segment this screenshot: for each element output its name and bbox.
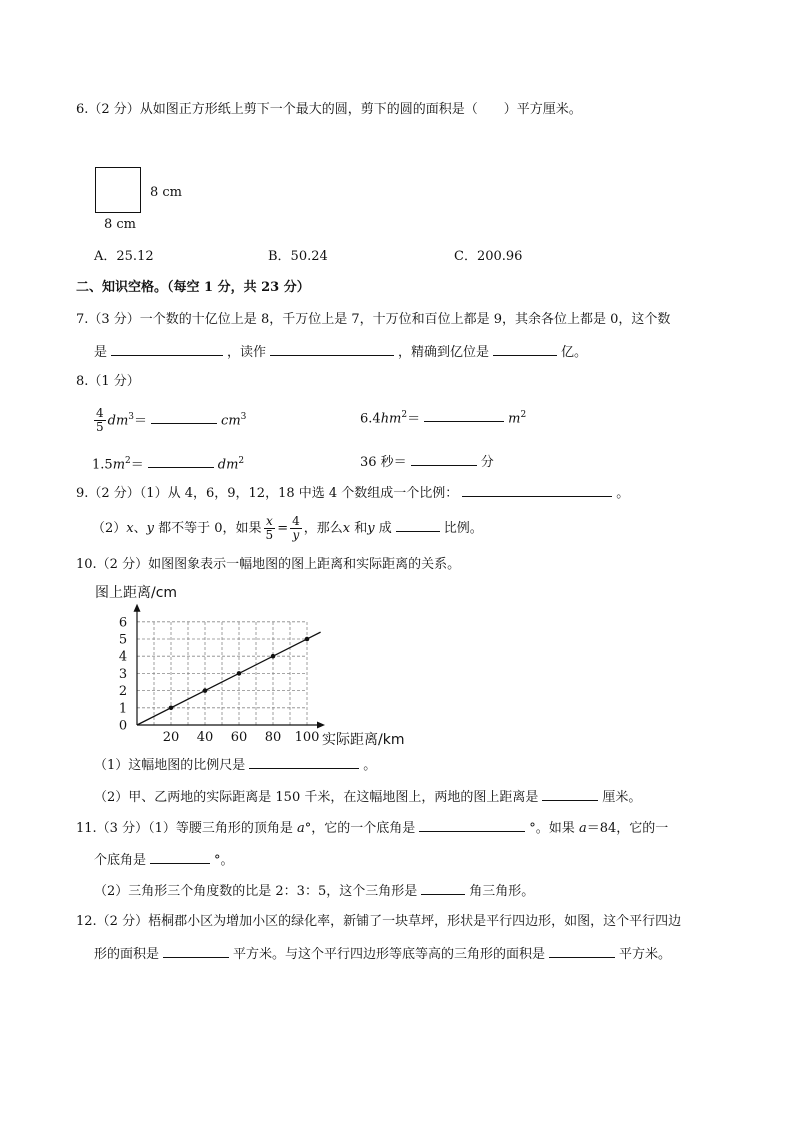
q10-sub2	[94, 787, 641, 807]
q10-blank-distance[interactable]	[542, 787, 598, 801]
q11-line2	[94, 850, 234, 870]
q11-blank-base-angle-value[interactable]	[150, 850, 210, 864]
q9-l2d: 和	[350, 521, 368, 536]
q12-l2b: 平方米。与这个平行四边形等底等高的三角形的面积是	[233, 947, 546, 962]
q8-d-unit: 分	[480, 455, 494, 470]
q8-a-eq: ＝	[134, 413, 148, 429]
q11-l2a: 个底角是	[94, 853, 147, 868]
q10-sub1-end: 。	[363, 758, 377, 773]
series-line	[137, 632, 321, 725]
q11-l3a: （2）三角形三个角度数的比是 2：3：5，这个三角形是	[94, 884, 418, 899]
q12-l2c: 平方米。	[619, 947, 672, 962]
data-point-3	[271, 654, 276, 659]
q7-text-d: 亿。	[561, 345, 588, 360]
q11-l1b: °，它的一个底角是	[304, 821, 416, 836]
q8-a-num: 4	[96, 406, 104, 421]
q10-blank-scale[interactable]	[249, 755, 359, 769]
y-tick-label-1: 1	[118, 701, 128, 717]
q12-line1: 12.（2 分）梧桐郡小区为增加小区的绿化率，新铺了一块草坪，形状是平行四边形，如图，这个平行四边	[76, 914, 682, 929]
q8-d-pre: 36 秒＝	[360, 455, 407, 470]
q11-line3	[94, 881, 534, 901]
q8-c-pre: 1.5	[92, 457, 113, 473]
x-tick-label-2: 60	[230, 730, 248, 745]
y-axis-arrow	[134, 604, 141, 612]
data-point-0	[169, 706, 174, 711]
q8-a-sup2: 3	[240, 412, 247, 422]
q11-l1c: °。如果	[529, 821, 575, 836]
q8-c-sup1: 2	[125, 456, 131, 466]
q9-l2a: （2）	[92, 521, 127, 536]
q6-option-a: A．25.12	[94, 249, 154, 264]
y-tick-label-0: 0	[118, 718, 128, 734]
y-tick-label-5: 5	[118, 632, 128, 648]
q7-text-a: 是	[94, 345, 108, 360]
q9-f1-den: 5	[265, 528, 274, 542]
data-point-1	[203, 688, 208, 693]
square-side-label-right: 8 cm	[150, 185, 183, 200]
section2-title: 二、知识空格。（每空 1 分，共 23 分）	[76, 280, 310, 295]
chart-xlabel: 实际距离/km	[322, 732, 405, 748]
q9-var-y2: y	[367, 521, 375, 536]
x-axis-arrow	[317, 722, 325, 729]
q8-b-unit1: hm	[380, 411, 402, 427]
q11-l2b: °。	[214, 853, 234, 868]
q8-c-eq: ＝	[130, 457, 144, 473]
data-point-2	[237, 671, 242, 676]
q9-l2c: ，那么	[303, 521, 343, 536]
data-point-4	[305, 637, 310, 642]
q11-l3b: 角三角形。	[469, 884, 535, 899]
chart-axes	[134, 604, 326, 729]
x-tick-label-3: 80	[264, 730, 282, 745]
q7-text-c: ，精确到亿位是	[398, 345, 490, 360]
q11-l1a: 11.（3 分）（1）等腰三角形的顶角是	[76, 821, 293, 836]
q11-var-a: a	[297, 821, 305, 836]
q9-line1-text: 9.（2 分）（1）从 4，6，9，12，18 中选 4 个数组成一个比例：	[76, 486, 459, 501]
q10-sub2-text: （2）甲、乙两地的实际距离是 150 千米，在这幅地图上，两地的图上距离是	[94, 790, 539, 805]
q10-sub1	[94, 755, 376, 775]
q11-blank-base-angle[interactable]	[419, 818, 525, 832]
q8-head: 8.（1 分）	[76, 374, 140, 389]
q8-b-unit2: m	[508, 411, 521, 427]
q9-f2-den: y	[292, 528, 300, 542]
q8-c-unit2: dm	[217, 457, 239, 473]
q7-text-b: ，读作	[227, 345, 267, 360]
q9-var-x2: x	[342, 521, 351, 536]
q9-f1-num: x	[265, 514, 273, 528]
q8-a-den: 5	[96, 420, 104, 435]
y-tick-label-3: 3	[118, 666, 128, 682]
q6-text: 6.（2 分）从如图正方形纸上剪下一个最大的圆，剪下的圆的面积是（ ）平方厘米。	[76, 102, 582, 117]
x-tick-label-1: 40	[196, 730, 214, 745]
q10-sub1-text: （1）这幅地图的比例尺是	[94, 758, 246, 773]
q8-b-sup1: 2	[401, 410, 408, 420]
q8-a-unit2: cm	[221, 413, 241, 429]
q9-f2-num: 4	[292, 514, 300, 528]
q8-c-unit1: m	[112, 457, 126, 473]
q9-l2e: 成	[374, 521, 392, 536]
q9-line1-end: 。	[616, 486, 630, 501]
y-tick-label-6: 6	[118, 615, 128, 631]
x-tick-label-0: 20	[162, 730, 180, 745]
q8-b-eq: ＝	[407, 411, 421, 427]
x-tick-label-4: 100	[294, 730, 320, 745]
q10-sub2-end: 厘米。	[602, 790, 642, 805]
q8-b-sup2: 2	[520, 410, 527, 420]
q9-l2f: 比例。	[443, 521, 483, 536]
q8-a-sup1: 3	[128, 412, 135, 422]
q12-blank-parallelogram-area[interactable]	[163, 944, 229, 958]
y-tick-label-2: 2	[118, 684, 128, 700]
q12-blank-triangle-area[interactable]	[549, 944, 615, 958]
q9-sep: 、	[133, 521, 147, 536]
q11-blank-triangle-type[interactable]	[421, 881, 465, 895]
q9-eq: =	[277, 521, 289, 536]
q6-option-b: B．50.24	[268, 249, 328, 264]
q11-l1d: ＝84，它的一	[586, 821, 669, 836]
chart-ylabel: 图上距离/cm	[95, 585, 178, 601]
q8-b-pre: 6.4	[360, 411, 381, 427]
chart-grid	[137, 622, 307, 725]
chart-series	[137, 632, 321, 725]
q12-line2	[94, 944, 671, 964]
q11-line1	[76, 818, 668, 838]
q10-line1: 10.（2 分）如图图象表示一幅地图的图上距离和实际距离的关系。	[76, 557, 461, 572]
y-tick-label-4: 4	[118, 649, 128, 665]
q9-var-y: y	[146, 521, 154, 536]
q9-l2b: 都不等于 0，如果	[154, 521, 262, 536]
q12-l2a: 形的面积是	[94, 947, 160, 962]
square-side-label-bottom: 8 cm	[104, 217, 137, 232]
q7-line1: 7.（3 分）一个数的十亿位上是 8，千万位上是 7，十万位和百位上都是 9，其余各位上都是 0，这个数	[76, 312, 671, 327]
q8-c-sup2: 2	[238, 456, 245, 466]
q9-var-x: x	[126, 521, 134, 536]
q11-var-a2: a	[578, 821, 587, 836]
q8-a-unit1: dm	[107, 413, 129, 429]
q6-option-c: C．200.96	[454, 249, 523, 264]
